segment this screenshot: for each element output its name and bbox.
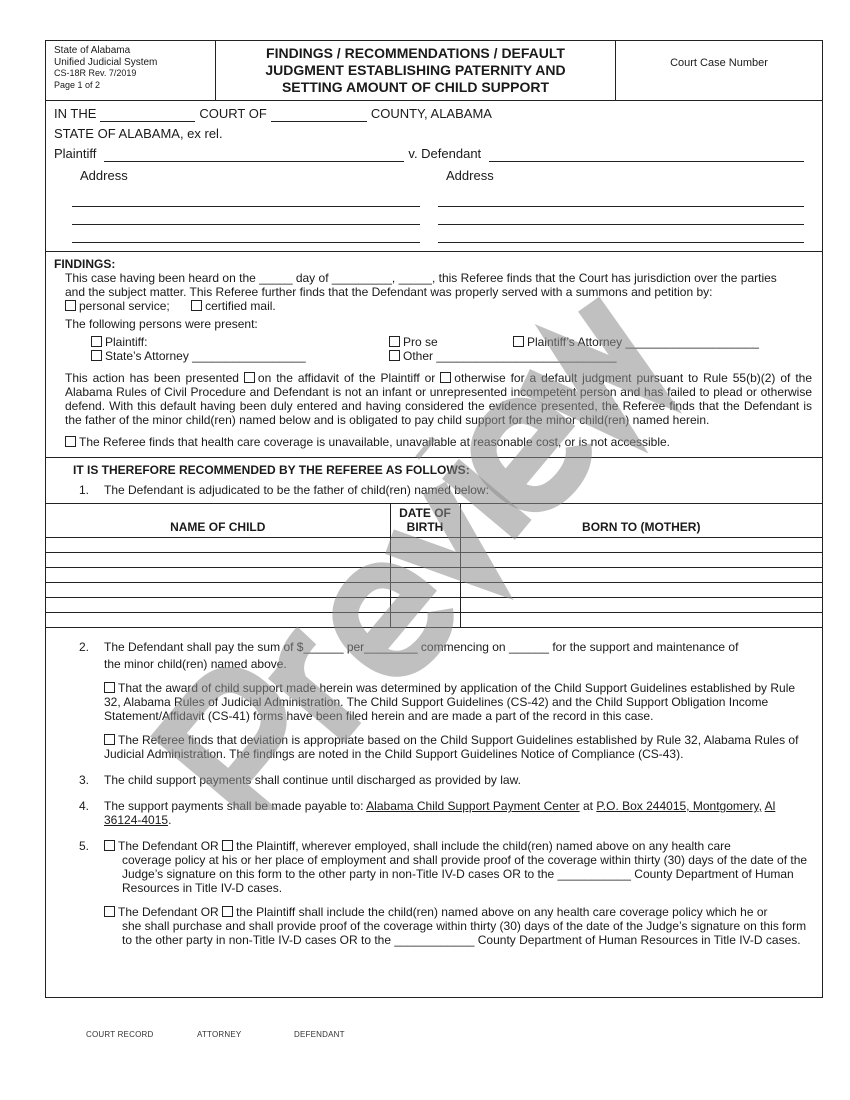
item4-body (104, 799, 812, 827)
service-option-personal[interactable] (65, 299, 170, 313)
guidelines-text: That the award of child support made herein was determined by application of the Child Support Guidelines established by Rule 32, Alabama Rules of Judicial Administration. The Child Support Guidelines (CS-42) and the Child Support Obligation Income Statement/Affidavit (CS-41) forms have been filed herein and are made a part of the record in this case. (104, 681, 796, 723)
court-line (54, 106, 804, 122)
form-page (45, 40, 823, 998)
employer-plaintiff-text: the Plaintiff, wherever employed, shall include the child(ren) named above on any health care (236, 839, 731, 853)
employer-plaintiff-checkbox[interactable] (222, 840, 233, 851)
court-of-label: COURT OF (199, 106, 267, 121)
other-checkbox[interactable] (389, 350, 400, 361)
health-coverage-finding[interactable] (54, 435, 812, 449)
heard-line1: This case having been heard on the _____ day of _________, _____, this Referee finds that the Court has jurisdiction over the parties (65, 271, 777, 285)
payee-address-line1: P.O. Box 244015, Montgomery, (596, 799, 762, 813)
present-other[interactable] (389, 349, 617, 363)
form-id: CS-18R Rev. 7/2019 (54, 68, 137, 78)
address-block (54, 168, 804, 243)
present-states-attorney[interactable] (91, 349, 389, 363)
employer-defendant-checkbox[interactable] (104, 840, 115, 851)
state-line (54, 126, 804, 142)
certified-mail-checkbox[interactable] (191, 300, 202, 311)
employer-coverage-continued: coverage policy at his or her place of employment and shall provide proof of the coverage within thirty (30) days of the date of the Judge’s signature on this form to the other party in non-Title IV-D cases OR to the ___________ County Department of Human Resources in Title IV-D cases. (122, 853, 808, 895)
form-header (46, 41, 822, 101)
purchased-defendant-checkbox[interactable] (104, 906, 115, 917)
pro-se-label: Pro se (403, 335, 438, 349)
plaintiff-present-label: Plaintiff: (105, 335, 148, 349)
copy-attorney: ATTORNEY (197, 1030, 242, 1039)
table-row (46, 583, 822, 598)
court-case-number-label: Court Case Number (670, 57, 768, 69)
purchased-defendant-label: The Defendant OR (118, 905, 219, 919)
plaintiff-name-field[interactable] (104, 148, 404, 162)
item4 (46, 799, 812, 827)
in-the-label: IN THE (54, 106, 97, 121)
child-dob-cell[interactable] (390, 553, 460, 568)
form-identifier-block (46, 41, 216, 100)
table-row (46, 613, 822, 628)
otherwise-checkbox[interactable] (440, 372, 451, 383)
pro-se-checkbox[interactable] (389, 336, 400, 347)
payee-address-line2: Al 36124-4015 (104, 799, 776, 827)
item1-number: 1. (79, 483, 90, 497)
copy-defendant: DEFENDANT (294, 1030, 345, 1039)
table-row (46, 598, 822, 613)
employer-coverage-option (104, 839, 812, 895)
deviation-text: The Referee finds that deviation is appropriate based on the Child Support Guidelines established by Rule 32, Alabama Rules of Judicial Administration. The findings are noted in the Child Support Guidelines Notice of Compliance (CS-43). (104, 733, 799, 761)
deviation-option (46, 733, 812, 761)
item5 (46, 839, 812, 895)
guidelines-option (46, 681, 812, 723)
purchased-plaintiff-text: the Plaintiff shall include the child(ren) named above on any health care coverage policy which he or (236, 905, 768, 919)
states-attorney-checkbox[interactable] (91, 350, 102, 361)
employer-defendant-label: The Defendant OR (118, 839, 219, 853)
title-line3: SETTING AMOUNT OF CHILD SUPPORT (281, 79, 550, 95)
col-header-mother: BORN TO (MOTHER) (460, 504, 822, 538)
org-line1: State of Alabama (54, 45, 131, 56)
child-dob-cell[interactable] (390, 598, 460, 613)
present-persons (54, 335, 812, 363)
child-dob-cell[interactable] (390, 583, 460, 598)
plaintiff-address-column (54, 168, 420, 243)
guidelines-checkbox[interactable] (104, 682, 115, 693)
action-presented-text: This action has been presented (65, 371, 239, 385)
present-plaintiffs-attorney[interactable] (513, 335, 812, 349)
service-options (54, 299, 812, 313)
personal-service-checkbox[interactable] (65, 300, 76, 311)
employer-coverage-first-line (104, 839, 812, 853)
child-name-cell[interactable] (46, 613, 390, 628)
col-header-dob-line1: DATE OF (399, 506, 451, 520)
recommendations-heading: IT IS THEREFORE RECOMMENDED BY THE REFEREE AS FOLLOWS: (73, 463, 470, 477)
item4-number: 4. (79, 799, 90, 813)
plaintiff-address-label: Address (80, 168, 128, 183)
service-option-mail[interactable] (191, 299, 276, 313)
table-row (46, 553, 822, 568)
title-line1: FINDINGS / RECOMMENDATIONS / DEFAULT (266, 45, 565, 61)
item4-at-text: at (582, 799, 593, 813)
county-alabama-label: COUNTY, ALABAMA (370, 106, 492, 121)
defendant-label: v. Defendant (408, 146, 482, 161)
child-mother-cell[interactable] (460, 583, 822, 598)
col-header-dob (390, 504, 460, 538)
court-case-number-field[interactable] (616, 41, 822, 100)
title-line2: JUDGMENT ESTABLISHING PATERNITY AND (265, 62, 566, 78)
purchased-coverage-option (46, 905, 812, 947)
child-dob-cell[interactable] (390, 568, 460, 583)
health-coverage-checkbox[interactable] (65, 436, 76, 447)
item4-pre-text: The support payments shall be made payable to: (104, 799, 364, 813)
child-name-cell[interactable] (46, 568, 390, 583)
child-name-cell[interactable] (46, 538, 390, 553)
defendant-address-column (438, 168, 804, 243)
purchased-coverage-first-line (104, 905, 812, 919)
form-title (216, 41, 616, 100)
item3 (46, 773, 812, 787)
findings-section (46, 252, 822, 458)
present-plaintiff[interactable] (91, 335, 389, 349)
plaintiff-present-checkbox[interactable] (91, 336, 102, 347)
col-header-dob-line2: BIRTH (406, 520, 444, 534)
child-mother-cell[interactable] (460, 613, 822, 628)
states-attorney-label: State’s Attorney _________________ (105, 349, 306, 363)
affidavit-checkbox[interactable] (244, 372, 255, 383)
item1-text: The Defendant is adjudicated to be the father of child(ren) named below: (104, 483, 489, 497)
item2-body (104, 640, 812, 671)
page-number: Page 1 of 2 (54, 79, 101, 90)
child-mother-cell[interactable] (460, 553, 822, 568)
table-row (46, 568, 822, 583)
child-mother-cell[interactable] (460, 598, 822, 613)
defendant-address-line2[interactable] (438, 207, 804, 225)
col-header-name: NAME OF CHILD (46, 504, 390, 538)
preview-watermark-text (0, 0, 1, 1)
plaintiff-address-line2[interactable] (72, 207, 420, 225)
plaintiffs-attorney-checkbox[interactable] (513, 336, 524, 347)
item2-number: 2. (79, 640, 90, 654)
action-affidavit-text: on the affidavit of the Plaintiff or (257, 371, 436, 385)
plaintiff-label: Plaintiff (54, 146, 97, 161)
case-caption (46, 101, 822, 252)
plaintiffs-attorney-label: Plaintiff’s Attorney ____________________ (527, 335, 759, 349)
recommendations-section (46, 458, 822, 997)
item1 (46, 483, 812, 497)
certified-mail-label: certified mail. (205, 299, 276, 313)
parties-line (54, 146, 804, 162)
defendant-address-line1[interactable] (438, 189, 804, 207)
child-name-cell[interactable] (46, 553, 390, 568)
other-label: Other ___________________________ (403, 349, 617, 363)
defendant-address-label: Address (446, 168, 494, 183)
present-pro-se[interactable] (389, 335, 513, 349)
health-coverage-label: The Referee finds that health care coverage is unavailable, unavailable at reasonable cost, or is not accessible. (79, 435, 671, 449)
court-type-field[interactable] (100, 108, 195, 122)
table-row (46, 538, 822, 553)
present-label: The following persons were present: (65, 317, 258, 331)
child-mother-cell[interactable] (460, 538, 822, 553)
copy-court-record: COURT RECORD (86, 1030, 154, 1039)
county-field[interactable] (271, 108, 367, 122)
child-name-cell[interactable] (46, 583, 390, 598)
item4-end: . (168, 813, 172, 827)
purchased-plaintiff-checkbox[interactable] (222, 906, 233, 917)
item2-line2: the minor child(ren) named above. (104, 657, 287, 671)
children-table (46, 503, 822, 628)
item5-number: 5. (79, 839, 90, 853)
distribution-footer (45, 1030, 850, 1039)
heard-line2: and the subject matter. This Referee further finds that the Defendant was properly served with a summons and petition by: (65, 285, 713, 299)
purchased-coverage-continued: she shall purchase and shall provide proof of the coverage within thirty (30) days of the date of the Judge’s signature on this form to the other party in non-Title IV-D cases OR to the ____________ County Department of Human Resources in Title IV-D cases. (122, 919, 807, 947)
deviation-checkbox[interactable] (104, 734, 115, 745)
state-ex-rel-label: STATE OF ALABAMA, ex rel. (54, 126, 223, 141)
item2-line1: The Defendant shall pay the sum of $______ per________ commencing on ______ for the support and maintenance of (104, 640, 739, 654)
org-line2: Unified Judicial System (54, 56, 158, 68)
child-name-cell[interactable] (46, 598, 390, 613)
personal-service-label: personal service; (79, 299, 170, 313)
defendant-name-field[interactable] (489, 148, 804, 162)
default-action-paragraph (54, 371, 812, 427)
item2 (46, 640, 812, 671)
plaintiff-address-line3[interactable] (72, 225, 420, 243)
action-rest-text: otherwise for a default judgment pursuant to Rule 55(b)(2) of the Alabama Rules of Civil Procedure and Defendant is not an infant or unrepresented incompetent person and has failed to plead or otherwise defend. With this default having been duly entered and having considered the evidence presented, the Referee finds that the Defendant is the father of the minor child(ren) named below and is obligated to pay child support for the minor child(ren) named herein. (65, 371, 812, 427)
child-dob-cell[interactable] (390, 613, 460, 628)
item3-number: 3. (79, 773, 90, 787)
child-dob-cell[interactable] (390, 538, 460, 553)
payee-name: Alabama Child Support Payment Center (366, 799, 580, 813)
defendant-address-line3[interactable] (438, 225, 804, 243)
findings-heading: FINDINGS: (54, 257, 116, 271)
child-mother-cell[interactable] (460, 568, 822, 583)
item3-text: The child support payments shall continue until discharged as provided by law. (104, 773, 521, 787)
plaintiff-address-line1[interactable] (72, 189, 420, 207)
